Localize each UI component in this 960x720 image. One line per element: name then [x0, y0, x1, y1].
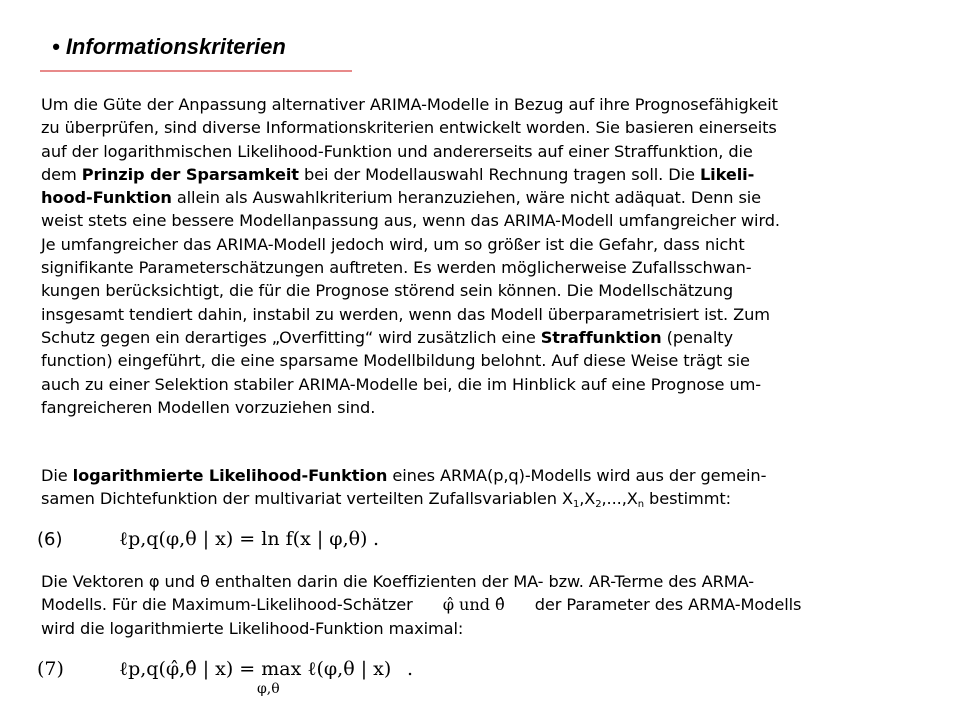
formula-label: (7) — [37, 658, 64, 680]
title-underline — [40, 70, 352, 72]
text-line: wird die logarithmierte Likelihood-Funktion maximal: — [41, 618, 464, 638]
text-line: zu überprüfen, sind diverse Informationskriterien entwickelt worden. Sie basieren einerseits — [41, 118, 777, 138]
paragraph-likelihood — [41, 464, 766, 511]
text-fragment: Modells. Für die Maximum-Likelihood-Schätzer — [41, 595, 418, 615]
formula-period: . — [407, 658, 414, 680]
formula-label: (6) — [37, 529, 63, 550]
formula-period: . — [373, 528, 380, 550]
text-line: fangreicheren Modellen vorzuziehen sind. — [41, 397, 376, 417]
text-fragment: allein als Auswahlkriterium heranzuziehen, wäre nicht adäquat. Denn sie — [171, 188, 762, 208]
text-fragment: eines ARMA(p,q)-Modells wird aus der gemein- — [387, 466, 767, 485]
text-fragment: dem — [41, 164, 82, 184]
bold-term-hood: hood-Funktion — [41, 188, 172, 208]
formula-6 — [37, 526, 380, 553]
slide-title: • Informationskriterien — [52, 34, 286, 59]
paragraph-intro — [41, 93, 780, 419]
text-line: auch zu einer Selektion stabiler ARIMA-Modelle bei, die im Hinblick auf eine Prognose um- — [41, 374, 762, 394]
formula-expression: ℓp,q(φ̂,θ̂ | x) = max ℓ(φ,θ | x) — [119, 658, 392, 680]
text-fragment: Schutz gegen ein derartiges „Overfitting“ wird zusätzlich eine — [41, 327, 541, 347]
text-line: function) eingeführt, die eine sparsame Modellbildung belohnt. Auf diese Weise trägt sie — [41, 351, 750, 371]
text-fragment: Die — [41, 466, 73, 485]
formula-max-subscript: φ,θ — [257, 681, 280, 697]
text-line: auf der logarithmischen Likelihood-Funktion und andererseits auf einer Straffunktion, die — [41, 141, 753, 161]
estimator-symbols: φ̂ und θ̂ — [442, 595, 505, 615]
subscript-1: 1 — [572, 499, 580, 511]
bold-term-likeli: Likeli- — [699, 164, 755, 184]
formula-7 — [37, 654, 414, 697]
text-line: weist stets eine bessere Modellanpassung aus, wenn das ARIMA-Modell umfangreicher wird. — [41, 211, 780, 231]
text-fragment: Die Vektoren — [41, 572, 149, 591]
text-fragment: ,X — [579, 489, 596, 509]
formula-expression: ℓp,q(φ,θ | x) = ln f(x | φ,θ) — [119, 528, 368, 550]
text-fragment: samen Dichtefunktion der multivariat verteilten Zufallsvariablen X — [41, 489, 573, 509]
paragraph-vectors — [41, 570, 801, 640]
text-line: signifikante Parameterschätzungen auftreten. Es werden möglicherweise Zufallsschwan- — [41, 258, 752, 278]
bold-term-loglik: logarithmierte Likelihood-Funktion — [72, 466, 388, 485]
text-line: Je umfangreicher das ARIMA-Modell jedoch wird, um so größer ist die Gefahr, dass nicht — [41, 234, 745, 254]
text-line: Um die Güte der Anpassung alternativer ARIMA-Modelle in Bezug auf ihre Prognosefähigkeit — [41, 95, 778, 114]
text-fragment: der Parameter des ARMA-Modells — [529, 595, 802, 615]
text-fragment: bei der Modellauswahl Rechnung tragen soll. Die — [298, 164, 700, 184]
subscript-n: n — [637, 499, 644, 511]
text-fragment: enthalten darin die Koeffizienten der MA- bzw. AR-Terme des ARMA- — [209, 572, 755, 591]
text-fragment: (penalty — [661, 327, 733, 347]
text-line: insgesamt tendiert dahin, instabil zu werden, wenn das Modell überparametrisiert ist. Zum — [41, 304, 770, 324]
text-fragment: bestimmt: — [643, 489, 731, 509]
text-line: kungen berücksichtigt, die für die Prognose störend sein können. Die Modellschätzung — [41, 281, 734, 301]
bold-term-straf: Straffunktion — [540, 327, 662, 347]
text-fragment: ,...,X — [601, 489, 638, 509]
subscript-2: 2 — [595, 499, 602, 511]
theta-symbol: θ — [200, 572, 210, 591]
bold-term-prinzip: Prinzip der Sparsamkeit — [81, 164, 299, 184]
phi-symbol: φ — [148, 572, 160, 591]
text-fragment: und — [159, 572, 201, 591]
